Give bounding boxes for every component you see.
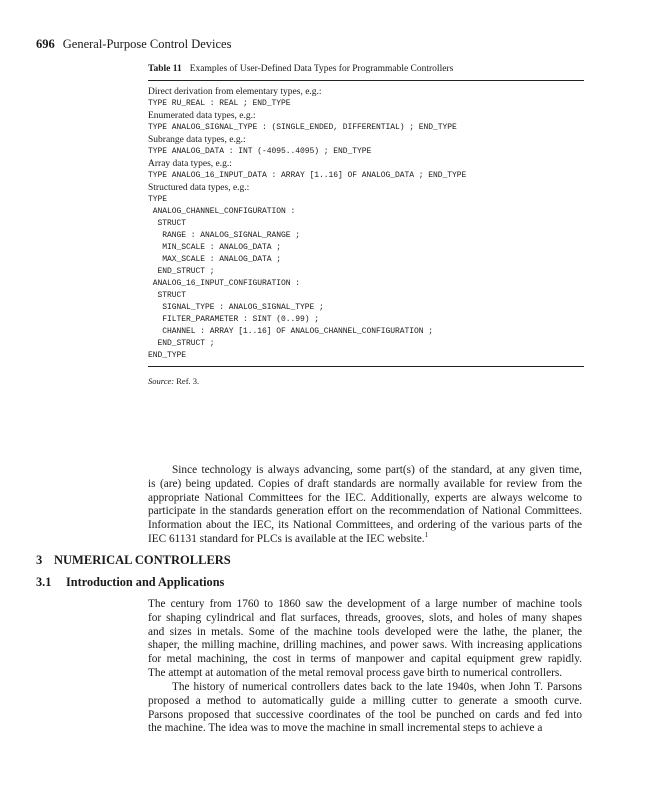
section-title: NUMERICAL CONTROLLERS: [54, 553, 231, 567]
text-line: [148, 492, 582, 506]
code-line: CHANNEL : ARRAY [1..16] OF ANALOG_CHANNEL_CONFIGURATION ;: [148, 327, 434, 336]
source-label: Source:: [148, 376, 175, 386]
paragraph-history: [148, 681, 582, 736]
text-line: [148, 612, 582, 626]
code-line: STRUCT: [148, 219, 187, 228]
code-line: TYPE ANALOG_SIGNAL_TYPE : (SINGLE_ENDED, DIFFERENTIAL) ; END_TYPE: [148, 123, 457, 132]
subsection-number: 3.1: [36, 575, 52, 589]
code-line: TYPE RU_REAL : REAL ; END_TYPE: [148, 99, 291, 108]
text-line: [148, 695, 582, 709]
text-line-content: The attempt at automation of the metal removal process gave birth to numerical controllers.: [148, 666, 563, 679]
text-line: [148, 626, 582, 640]
text-line: [148, 639, 582, 653]
code-line: END_STRUCT ;: [148, 267, 215, 276]
text-line-content: Since technology is always advancing, some part(s) of the standard, at any given time,: [172, 464, 582, 476]
running-header: [36, 37, 231, 52]
text-line: [148, 478, 582, 492]
text-line: [148, 505, 582, 519]
running-title: General-Purpose Control Devices: [62, 37, 232, 51]
code-line: TYPE ANALOG_DATA : INT (-4095..4095) ; END_TYPE: [148, 147, 372, 156]
table-label: Table 11: [148, 64, 182, 74]
table-caption: [148, 64, 584, 74]
code-line: END_STRUCT ;: [148, 339, 215, 348]
code-line: STRUCT: [148, 291, 187, 300]
text-line-content: for metal machining, the cost in terms of manpower and capital equipment grew rapidly.: [148, 653, 582, 666]
text-line-content: Parsons proposed that successive coordinates of the tool be punched on cards and fed into: [148, 708, 582, 721]
code-line: MAX_SCALE : ANALOG_DATA ;: [148, 255, 282, 264]
text-line-content: proposed a method to automatically guide a milling cutter to generate a smooth curve.: [148, 694, 582, 707]
text-line-content: shaper, the milling machine, drilling machines, and power saws. With increasing applications: [148, 639, 582, 652]
text-line-content: for shaping cylindrical and flat surfaces, threads, grooves, slots, and holes of many shapes: [148, 611, 582, 624]
text-line: [148, 722, 582, 736]
description-line: Subrange data types, e.g.:: [148, 135, 246, 145]
text-line: [148, 681, 582, 695]
code-line: ANALOG_CHANNEL_CONFIGURATION :: [148, 207, 296, 216]
description-line: Array data types, e.g.:: [148, 159, 232, 169]
code-line: RANGE : ANALOG_SIGNAL_RANGE ;: [148, 231, 301, 240]
code-line: TYPE: [148, 195, 168, 204]
code-line: SIGNAL_TYPE : ANALOG_SIGNAL_TYPE ;: [148, 303, 324, 312]
text-line: [148, 464, 582, 478]
text-line-content: The history of numerical controllers dates back to the late 1940s, when John T. Parsons: [172, 681, 582, 693]
table-source: [148, 376, 584, 386]
subsection-title: Introduction and Applications: [66, 575, 225, 589]
description-line: Direct derivation from elementary types, e.g.:: [148, 87, 322, 97]
code-line: TYPE ANALOG_16_INPUT_DATA : ARRAY [1..16] OF ANALOG_DATA ; END_TYPE: [148, 171, 467, 180]
data-types-table: [148, 64, 584, 386]
text-line-content: IEC 61131 standard for PLCs is available at the IEC website.: [148, 532, 425, 545]
text-line: [148, 653, 582, 667]
section-number: 3: [36, 553, 43, 567]
footnote-marker[interactable]: 1: [424, 531, 429, 540]
paragraph-machine-tools: [148, 598, 582, 681]
code-line: END_TYPE: [148, 351, 187, 360]
text-line-content: is (are) being updated. Copies of draft standards are normally available for review from the: [148, 477, 582, 490]
paragraph-standards: [148, 464, 582, 547]
table-body: [148, 81, 584, 366]
description-line: Structured data types, e.g.:: [148, 183, 250, 193]
text-line-content: and sizes in metals. Some of the machine tools developed were the lathe, the planer, the: [148, 625, 582, 638]
text-line-content: The century from 1760 to 1860 saw the development of a large number of machine tools: [148, 598, 582, 610]
source-text: Ref. 3.: [176, 376, 200, 386]
text-line: [148, 667, 582, 681]
text-line-content: the machine. The idea was to move the machine in small incremental steps to achieve a: [148, 722, 543, 735]
section-heading: [36, 553, 231, 568]
text-line: [148, 533, 582, 547]
text-line: [148, 709, 582, 723]
code-line: MIN_SCALE : ANALOG_DATA ;: [148, 243, 282, 252]
table-caption-text: Examples of User-Defined Data Types for Programmable Controllers: [189, 64, 454, 74]
code-line: ANALOG_16_INPUT_CONFIGURATION :: [148, 279, 301, 288]
page-number: 696: [36, 37, 55, 51]
text-line: [148, 598, 582, 612]
table-bottom-rule: [148, 366, 584, 367]
text-line-content: appropriate National Committees for the IEC. Additionally, experts are always welcome to: [148, 491, 582, 504]
code-line: FILTER_PARAMETER : SINT (0..99) ;: [148, 315, 320, 324]
subsection-heading: [36, 575, 224, 590]
description-line: Enumerated data types, e.g.:: [148, 111, 256, 121]
text-line-content: participate in the standards generation effort on the recommendation of National Committees.: [148, 505, 582, 518]
text-line: [148, 519, 582, 533]
text-line-content: Information about the IEC, its National Committees, and ordering of the various parts of the: [148, 519, 582, 532]
